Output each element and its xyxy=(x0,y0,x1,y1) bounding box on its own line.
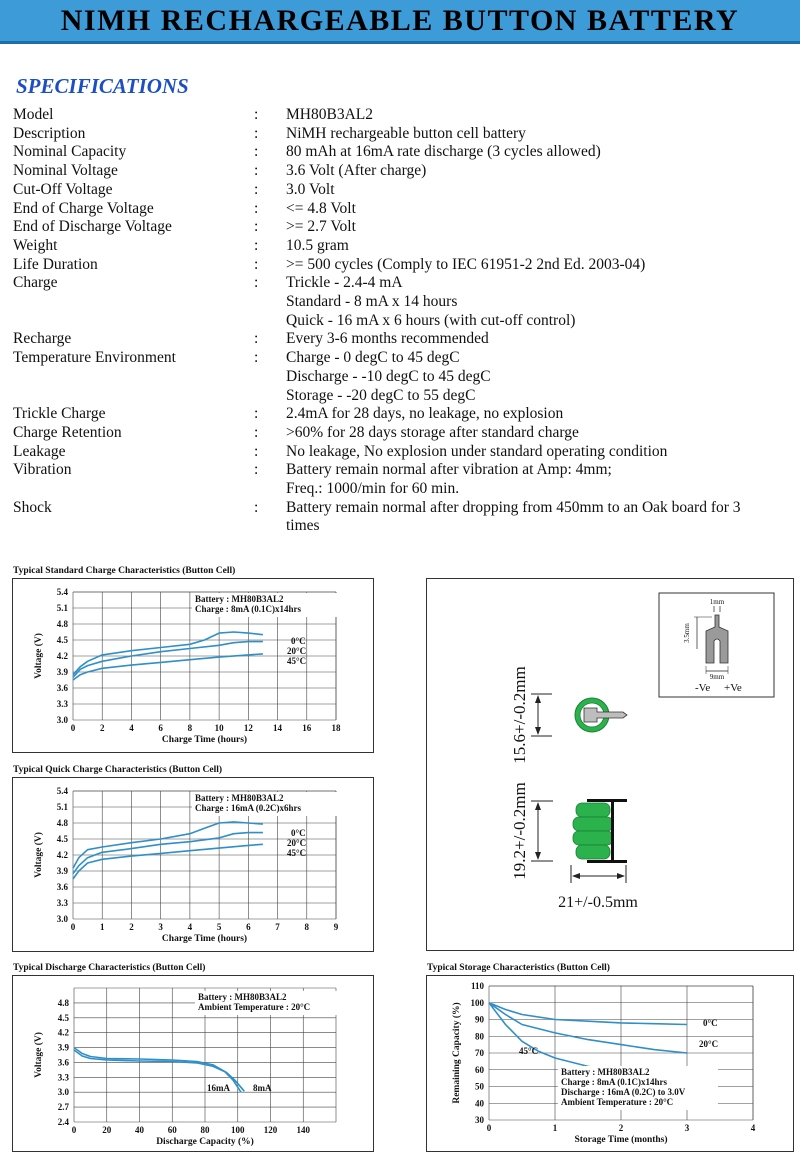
spec-value-line: 10.5 gram xyxy=(286,236,349,254)
specifications-table xyxy=(13,106,793,536)
spec-value xyxy=(286,237,793,256)
spec-separator: : xyxy=(254,218,259,236)
spec-row xyxy=(13,499,793,536)
storage-chart-title: Typical Storage Characteristics (Button Cell) xyxy=(427,963,610,973)
x-tick-label: 5 xyxy=(216,922,222,932)
terminal-height-label: 3.5mm xyxy=(683,623,691,643)
y-tick-label: 70 xyxy=(475,1048,484,1058)
x-tick-label: 3 xyxy=(684,1123,690,1133)
title-banner xyxy=(0,0,800,44)
series-line xyxy=(73,654,263,680)
spec-key: Vibration xyxy=(13,461,72,479)
series-label: 0°C xyxy=(291,636,306,646)
spec-row xyxy=(13,405,793,424)
spec-key: End of Discharge Voltage xyxy=(13,218,172,236)
y-tick-label: 100 xyxy=(470,997,484,1008)
terminal-width-label: 9mm xyxy=(709,673,725,681)
x-tick-label: 9 xyxy=(333,922,339,932)
x-tick-label: 16 xyxy=(302,723,312,733)
spec-value-line: Trickle - 2.4-4 mA xyxy=(286,274,403,292)
spec-value xyxy=(286,330,793,349)
y-tick-label: 4.2 xyxy=(56,850,68,860)
spec-value xyxy=(286,181,793,200)
y-tick-label: 3.6 xyxy=(56,683,68,693)
spec-value-line: 3.6 Volt (After charge) xyxy=(286,162,427,180)
series-line xyxy=(73,844,263,879)
spec-value-line: <= 4.8 Volt xyxy=(286,199,356,217)
y-tick-label: 3.9 xyxy=(56,866,68,876)
spec-row xyxy=(13,461,793,498)
x-axis-label: Charge Time (hours) xyxy=(161,934,248,944)
spec-row xyxy=(13,330,793,349)
x-tick-label: 80 xyxy=(200,1125,210,1135)
x-tick-label: 140 xyxy=(296,1125,310,1135)
storage-chart xyxy=(426,975,794,1152)
y-tick-label: 90 xyxy=(475,1014,484,1025)
spec-separator: : xyxy=(254,236,259,254)
y-tick-label: 4.5 xyxy=(56,635,68,645)
spec-separator: : xyxy=(254,461,259,479)
y-axis-label: Voltage (V) xyxy=(34,832,44,878)
diameter-label: 15.6+/-0.2mm xyxy=(510,666,529,764)
series-line xyxy=(489,1003,687,1025)
discharge-chart xyxy=(12,975,374,1152)
x-axis-label: Charge Time (hours) xyxy=(161,735,248,745)
x-tick-label: 0 xyxy=(486,1123,492,1133)
spec-value-line: 2.4mA for 28 days, no leakage, no explosion xyxy=(286,405,564,423)
spec-value-line: Storage - -20 degC to 55 degC xyxy=(286,386,476,404)
x-tick-label: 8 xyxy=(187,723,193,733)
spec-value-line: No leakage, No explosion under standard operating condition xyxy=(286,442,668,460)
x-tick-label: 60 xyxy=(167,1125,177,1135)
spec-value-line: MH80B3AL2 xyxy=(286,106,373,123)
spec-value xyxy=(286,125,793,144)
x-tick-label: 0 xyxy=(70,922,76,932)
spec-value xyxy=(286,218,793,237)
y-tick-label: 4.2 xyxy=(57,1027,69,1038)
spec-value-line: Discharge - -10 degC to 45 degC xyxy=(286,367,491,385)
x-tick-label: 14 xyxy=(273,723,283,733)
spec-value-line: Quick - 16 mA x 6 hours (with cut-off control) xyxy=(286,311,576,329)
standard-charge-chart-title: Typical Standard Charge Characteristics (Button Cell) xyxy=(13,566,236,576)
spec-key: Description xyxy=(13,124,86,142)
x-tick-label: 1 xyxy=(99,922,105,932)
chart-annotation: Discharge : 16mA (0.2C) to 3.0V xyxy=(561,1087,686,1097)
spec-key: End of Charge Voltage xyxy=(13,199,154,217)
x-tick-label: 18 xyxy=(331,723,341,733)
spec-key: Charge xyxy=(13,274,58,292)
y-tick-label: 3.6 xyxy=(56,882,68,892)
y-tick-label: 4.8 xyxy=(56,818,68,828)
spec-value xyxy=(286,499,793,536)
y-tick-label: 30 xyxy=(475,1115,484,1125)
spec-key: Leakage xyxy=(13,442,66,460)
spec-row xyxy=(13,424,793,443)
y-axis-label: Remaining Capacity (%) xyxy=(452,1002,462,1104)
chart-annotation: Ambient Temperature : 20°C xyxy=(561,1097,674,1107)
x-tick-label: 20 xyxy=(102,1125,112,1135)
spec-value xyxy=(286,143,793,162)
spec-value xyxy=(286,106,793,125)
spec-value xyxy=(286,424,793,443)
x-tick-label: 1 xyxy=(552,1123,558,1133)
y-tick-label: 3.3 xyxy=(57,1072,69,1083)
spec-separator: : xyxy=(254,498,259,516)
spec-separator: : xyxy=(254,106,259,123)
specifications-heading: SPECIFICATIONS xyxy=(16,74,189,98)
spec-value xyxy=(286,200,793,219)
spec-value-line: >= 500 cycles (Comply to IEC 61951-2 2nd Ed. 2003-04) xyxy=(286,255,646,273)
y-tick-label: 4.5 xyxy=(57,1012,69,1023)
discharge-chart-title: Typical Discharge Characteristics (Button Cell) xyxy=(13,963,206,973)
spec-separator: : xyxy=(254,199,259,217)
chart-annotation: Battery : MH80B3AL2 xyxy=(195,594,284,604)
spec-value-line: Every 3-6 months recommended xyxy=(286,330,489,348)
x-tick-label: 40 xyxy=(135,1125,144,1135)
spec-row xyxy=(13,162,793,181)
spec-row xyxy=(13,256,793,275)
spec-key: Recharge xyxy=(13,330,72,348)
spec-separator: : xyxy=(254,330,259,348)
spec-separator: : xyxy=(254,349,259,367)
spec-key: Weight xyxy=(13,236,58,254)
spec-value-line: >60% for 28 days storage after standard charge xyxy=(286,423,579,441)
battery-top-view xyxy=(510,666,627,763)
y-tick-label: 3.6 xyxy=(57,1057,69,1068)
y-tick-label: 110 xyxy=(470,981,484,991)
x-tick-label: 0 xyxy=(70,723,76,733)
x-axis-label: Discharge Capacity (%) xyxy=(156,1137,254,1147)
x-tick-label: 6 xyxy=(246,922,251,932)
series-label: 0°C xyxy=(291,828,306,838)
spec-separator: : xyxy=(254,423,259,441)
x-tick-label: 6 xyxy=(158,723,163,733)
series-label: 20°C xyxy=(287,646,307,656)
spec-separator: : xyxy=(254,442,259,460)
spec-value-line: NiMH rechargeable button cell battery xyxy=(286,124,526,142)
spec-key: Nominal Voltage xyxy=(13,162,118,180)
spec-value xyxy=(286,349,793,405)
chart-annotation: Charge : 8mA (0.1C)x14hrs xyxy=(195,604,301,614)
spec-value-line: 3.0 Volt xyxy=(286,180,335,198)
spec-row xyxy=(13,200,793,219)
y-tick-label: 3.0 xyxy=(57,1087,69,1098)
series-line xyxy=(73,822,263,868)
spec-row xyxy=(13,443,793,462)
spec-value-line: Standard - 8 mA x 14 hours xyxy=(286,293,458,311)
spec-separator: : xyxy=(254,124,259,142)
y-tick-label: 5.1 xyxy=(56,603,68,613)
height-label: 19.2+/-0.2mm xyxy=(510,782,529,880)
series-label: 20°C xyxy=(699,1039,719,1049)
y-tick-label: 50 xyxy=(475,1081,484,1092)
spec-value-line: Freq.: 1000/min for 60 min. xyxy=(286,480,460,498)
x-tick-label: 8 xyxy=(304,922,310,932)
spec-key: Cut-Off Voltage xyxy=(13,180,113,198)
spec-separator: : xyxy=(254,274,259,292)
x-tick-label: 10 xyxy=(214,723,224,733)
spec-value xyxy=(286,405,793,424)
spec-key: Charge Retention xyxy=(13,423,122,441)
spec-value xyxy=(286,274,793,330)
y-tick-label: 3.9 xyxy=(56,667,68,677)
quick-charge-chart-title: Typical Quick Charge Characteristics (Button Cell) xyxy=(13,765,223,775)
x-tick-label: 100 xyxy=(231,1125,245,1135)
chart-annotation: Ambient Temperature : 20°C xyxy=(198,1002,311,1012)
y-tick-label: 4.2 xyxy=(56,651,68,661)
chart-annotation: Charge : 8mA (0.1C)x14hrs xyxy=(561,1077,667,1087)
terminal-gap-label: 1mm xyxy=(709,598,725,606)
spec-value-line: >= 2.7 Volt xyxy=(286,218,356,236)
spec-row xyxy=(13,218,793,237)
y-tick-label: 4.8 xyxy=(56,619,68,629)
y-tick-label: 3.0 xyxy=(56,914,68,924)
y-tick-label: 2.7 xyxy=(57,1102,69,1113)
series-label: 45°C xyxy=(287,848,307,858)
spec-value-line: 80 mAh at 16mA rate discharge (3 cycles allowed) xyxy=(286,143,601,161)
x-axis-label: Storage Time (months) xyxy=(574,1135,668,1145)
spec-row xyxy=(13,349,793,405)
spec-separator: : xyxy=(254,180,259,198)
y-tick-label: 3.0 xyxy=(56,715,68,725)
spec-row xyxy=(13,125,793,144)
spec-separator: : xyxy=(254,405,259,423)
spec-row xyxy=(13,106,793,125)
spec-key: Life Duration xyxy=(13,255,98,273)
spec-value-line: times xyxy=(286,517,320,535)
x-tick-label: 12 xyxy=(243,723,253,733)
x-tick-label: 4 xyxy=(129,723,134,733)
x-tick-label: 2 xyxy=(618,1123,624,1133)
y-tick-label: 2.4 xyxy=(57,1117,69,1127)
x-tick-label: 4 xyxy=(750,1123,756,1133)
spec-value xyxy=(286,256,793,275)
chart-annotation: Battery : MH80B3AL2 xyxy=(561,1067,650,1077)
spec-separator: : xyxy=(254,162,259,180)
spec-key: Model xyxy=(13,106,54,123)
y-axis-label: Voltage (V) xyxy=(34,1032,44,1078)
y-tick-label: 5.4 xyxy=(56,786,68,796)
spec-key: Trickle Charge xyxy=(13,405,106,423)
battery-side-view xyxy=(510,782,638,911)
y-tick-label: 5.1 xyxy=(56,802,68,812)
series-label: 20°C xyxy=(287,838,307,848)
chart-annotation: Battery : MH80B3AL2 xyxy=(198,992,287,1002)
spec-row xyxy=(13,143,793,162)
chart-annotation: Charge : 16mA (0.2C)x6hrs xyxy=(195,803,301,813)
spec-key: Temperature Environment xyxy=(13,349,176,367)
series-label: 16mA xyxy=(207,1083,230,1093)
spec-key: Nominal Capacity xyxy=(13,143,127,161)
y-tick-label: 3.3 xyxy=(56,898,68,908)
dimension-drawing xyxy=(426,578,794,951)
y-tick-label: 4.5 xyxy=(56,834,68,844)
y-tick-label: 60 xyxy=(475,1064,484,1075)
y-tick-label: 3.3 xyxy=(56,699,68,709)
y-tick-label: 80 xyxy=(475,1031,484,1042)
spec-separator: : xyxy=(254,255,259,273)
spec-value xyxy=(286,461,793,498)
x-tick-label: 0 xyxy=(71,1125,77,1135)
page-title: NIMH RECHARGEABLE BUTTON BATTERY xyxy=(60,3,740,37)
series-label: 45°C xyxy=(519,1046,539,1056)
standard-charge-chart xyxy=(12,578,374,753)
spec-row xyxy=(13,237,793,256)
width-label: 21+/-0.5mm xyxy=(558,894,638,911)
x-tick-label: 120 xyxy=(263,1125,278,1135)
negative-terminal-label: -Ve xyxy=(695,682,711,694)
terminal-detail xyxy=(659,593,774,697)
series-label: 8mA xyxy=(253,1083,272,1093)
spec-value-line: Charge - 0 degC to 45 degC xyxy=(286,349,460,367)
spec-key: Shock xyxy=(13,498,52,516)
spec-value-line: Battery remain normal after vibration at Amp: 4mm; xyxy=(286,461,612,479)
x-tick-label: 4 xyxy=(187,922,193,932)
chart-annotation: Battery : MH80B3AL2 xyxy=(195,793,284,803)
x-tick-label: 3 xyxy=(158,922,163,932)
quick-charge-chart xyxy=(12,777,374,952)
spec-row xyxy=(13,181,793,200)
spec-value xyxy=(286,443,793,462)
series-label: 45°C xyxy=(287,656,307,666)
series-label: 0°C xyxy=(703,1018,718,1028)
y-tick-label: 4.8 xyxy=(57,997,69,1008)
x-tick-label: 2 xyxy=(129,922,134,932)
spec-value-line: Battery remain normal after dropping from 450mm to an Oak board for 3 xyxy=(286,498,741,516)
spec-separator: : xyxy=(254,143,259,161)
y-axis-label: Voltage (V) xyxy=(34,633,44,679)
x-tick-label: 2 xyxy=(99,723,105,733)
x-tick-label: 7 xyxy=(275,922,280,932)
spec-value xyxy=(286,162,793,181)
y-tick-label: 5.4 xyxy=(56,587,68,597)
spec-row xyxy=(13,274,793,330)
y-tick-label: 3.9 xyxy=(57,1042,69,1053)
positive-terminal-label: +Ve xyxy=(724,682,742,694)
y-tick-label: 40 xyxy=(475,1098,484,1109)
